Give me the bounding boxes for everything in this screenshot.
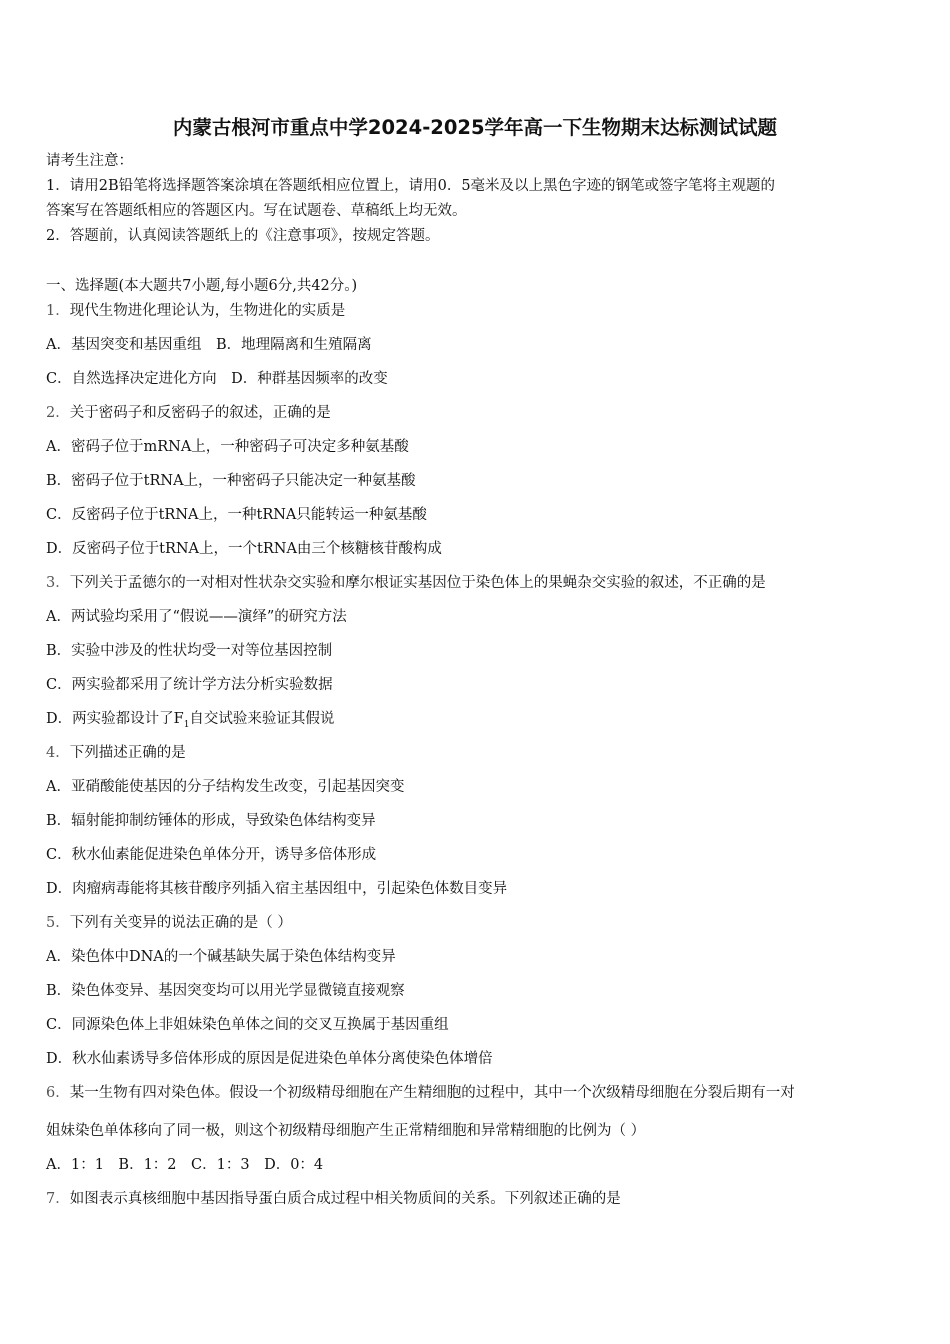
question-text: 下列有关变异的说法正确的是（ ）	[69, 915, 292, 931]
question-4-stem	[46, 743, 186, 763]
question-1-options-cd: C．自然选择决定进化方向 D．种群基因频率的改变	[46, 371, 388, 387]
question-3-stem	[46, 573, 766, 593]
question-5-stem	[46, 913, 292, 933]
question-number: 5．	[46, 915, 70, 931]
question-number: 3．	[46, 575, 70, 591]
section-heading: 一、选择题(本大题共7小题,每小题6分,共42分。)	[46, 278, 358, 294]
page-title: 内蒙古根河市重点中学2024-2025学年高一下生物期末达标测试试题	[172, 116, 778, 139]
option-text: D．两实验都设计了F	[46, 711, 184, 727]
question-1-options-ab: A．基因突变和基因重组 B．地理隔离和生殖隔离	[46, 337, 372, 353]
question-text: 关于密码子和反密码子的叙述，正确的是	[69, 405, 331, 421]
question-3-option-d	[46, 709, 334, 735]
question-4-option-b: B．辐射能抑制纺锤体的形成，导致染色体结构变异	[46, 813, 376, 829]
question-number: 2．	[46, 405, 70, 421]
question-text: 下列关于孟德尔的一对相对性状杂交实验和摩尔根证实基因位于染色体上的果蝇杂交实验的叙述，不正确的是	[69, 575, 766, 591]
question-2-option-a: A．密码子位于mRNA上，一种密码子可决定多种氨基酸	[46, 439, 409, 455]
question-number: 1．	[46, 303, 70, 319]
question-7-stem	[46, 1189, 621, 1209]
question-5-option-c: C．同源染色体上非姐妹染色单体之间的交叉互换属于基因重组	[46, 1017, 449, 1033]
notice-heading: 请考生注意：	[46, 153, 133, 169]
question-5-option-b: B．染色体变异、基因突变均可以用光学显微镜直接观察	[46, 983, 405, 999]
question-1-stem	[46, 301, 345, 321]
option-text: 自交试验来验证其假说	[189, 711, 335, 727]
notice-item-2: 2．答题前，认真阅读答题纸上的《注意事项》，按规定答题。	[46, 228, 440, 244]
question-2-option-d: D．反密码子位于tRNA上，一个tRNA由三个核糖核苷酸构成	[46, 541, 442, 557]
question-4-option-d: D．肉瘤病毒能将其核苷酸序列插入宿主基因组中，引起染色体数目变异	[46, 881, 508, 897]
question-3-option-a: A．两试验均采用了“假说——演绎”的研究方法	[46, 609, 347, 625]
question-text: 如图表示真核细胞中基因指导蛋白质合成过程中相关物质间的关系。下列叙述正确的是	[69, 1191, 621, 1207]
notice-item-1-line-1: 1．请用2B铅笔将选择题答案涂填在答题纸相应位置上，请用0．5毫米及以上黑色字迹的钢笔或签字笔将主观题的	[46, 178, 776, 194]
question-text: 某一生物有四对染色体。假设一个初级精母细胞在产生精细胞的过程中，其中一个次级精母细胞在分裂后期有一对	[69, 1085, 795, 1101]
question-2-option-b: B．密码子位于tRNA上，一种密码子只能决定一种氨基酸	[46, 473, 416, 489]
question-6-options: A．1：1 B．1：2 C．1：3 D．0：4	[46, 1157, 324, 1173]
question-4-option-a: A．亚硝酸能使基因的分子结构发生改变，引起基因突变	[46, 779, 405, 795]
question-5-option-a: A．染色体中DNA的一个碱基缺失属于染色体结构变异	[46, 949, 396, 965]
question-6-stem-line-1	[46, 1083, 795, 1103]
notice-item-1-line-2: 答案写在答题纸相应的答题区内。写在试题卷、草稿纸上均无效。	[46, 203, 467, 219]
question-text: 下列描述正确的是	[69, 745, 186, 761]
question-4-option-c: C．秋水仙素能促进染色单体分开，诱导多倍体形成	[46, 847, 377, 863]
question-number: 4．	[46, 745, 70, 761]
question-3-option-b: B．实验中涉及的性状均受一对等位基因控制	[46, 643, 333, 659]
question-2-stem	[46, 403, 331, 423]
question-3-option-c: C．两实验都采用了统计学方法分析实验数据	[46, 677, 333, 693]
question-text: 现代生物进化理论认为，生物进化的实质是	[69, 303, 346, 319]
question-number: 7．	[46, 1191, 70, 1207]
subscript: 1	[183, 719, 190, 730]
question-2-option-c: C．反密码子位于tRNA上，一种tRNA只能转运一种氨基酸	[46, 507, 427, 523]
question-6-stem-line-2: 姐妹染色单体移向了同一极，则这个初级精母细胞产生正常精细胞和异常精细胞的比例为（ ）	[46, 1123, 646, 1139]
question-number: 6．	[46, 1085, 70, 1101]
question-5-option-d: D．秋水仙素诱导多倍体形成的原因是促进染色单体分离使染色体增倍	[46, 1051, 493, 1067]
